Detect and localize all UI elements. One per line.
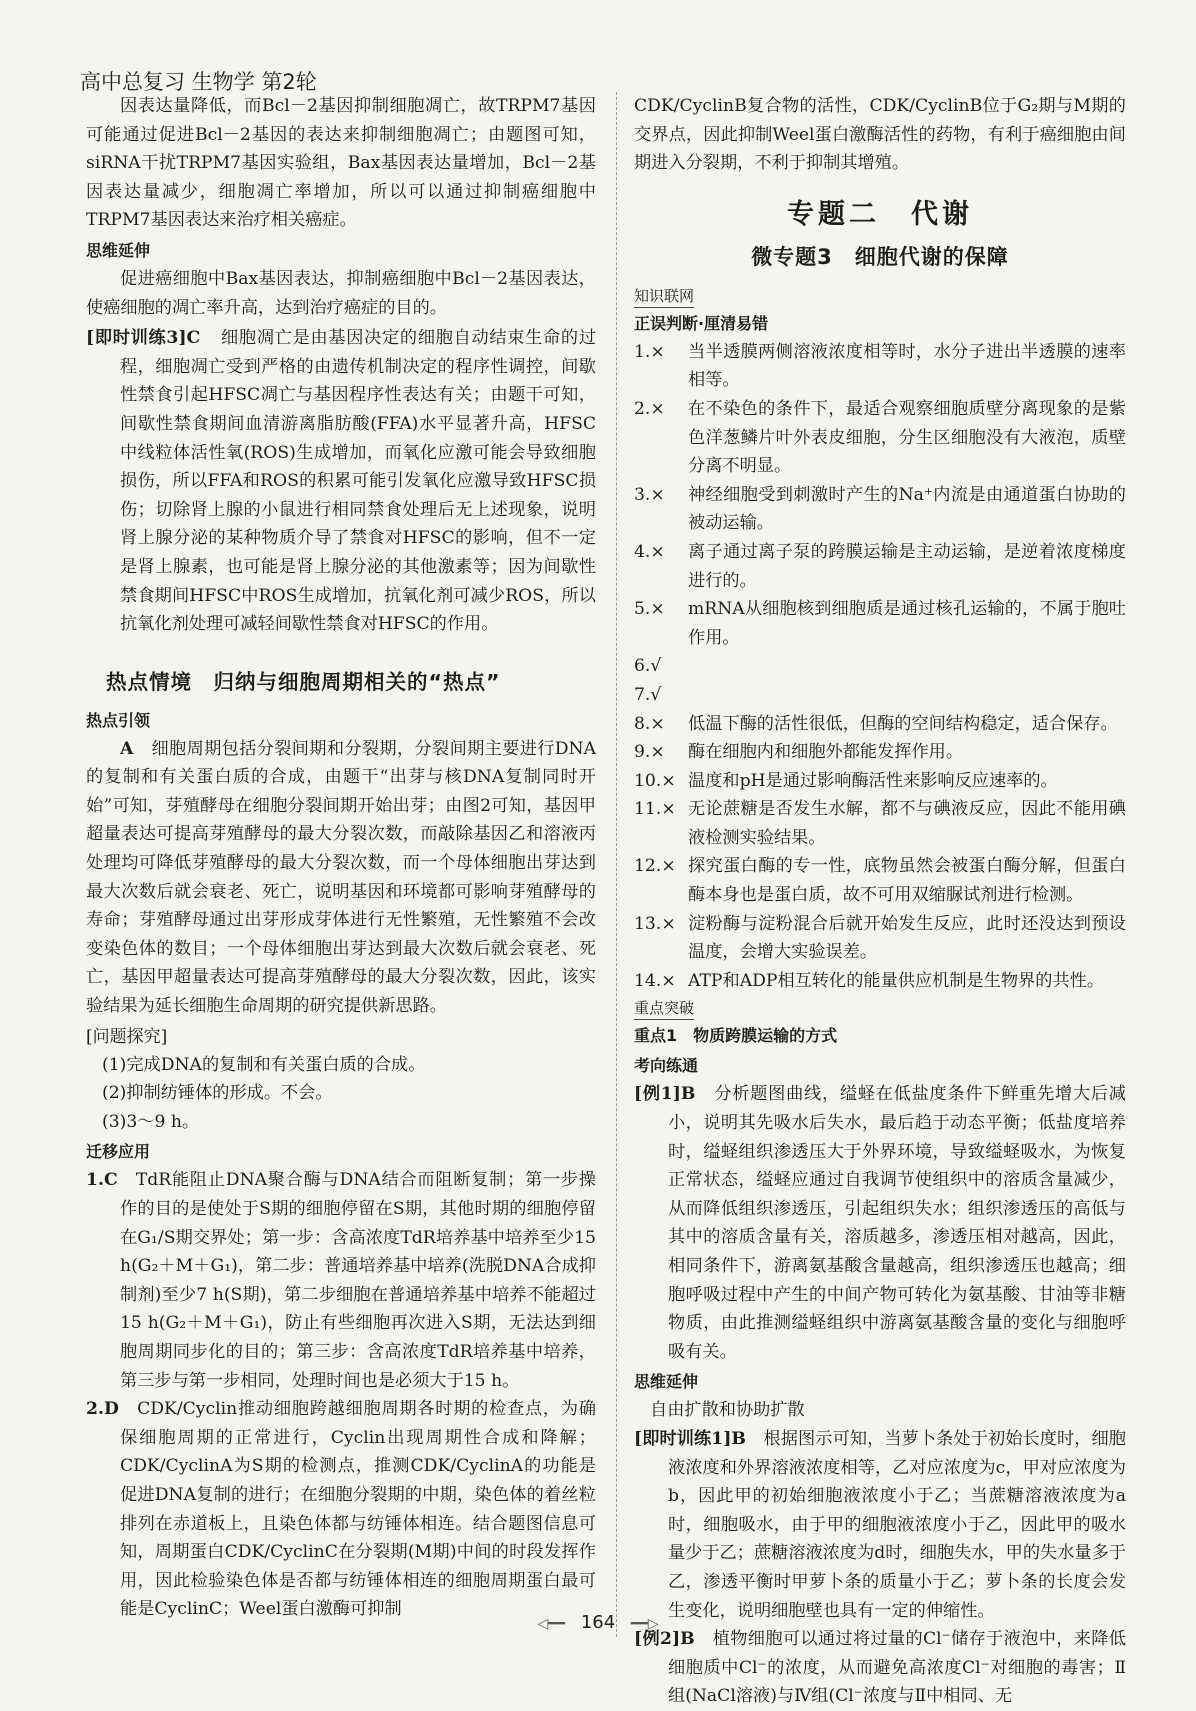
judgement-item bbox=[634, 767, 1126, 796]
column-divider bbox=[616, 92, 618, 1637]
transfer-text-1: TdR能阻止DNA聚合酶与DNA结合而阻断复制；第一步操作的目的是使处于S期的细胞停留在S期，其他时期的细胞停留在G₁/S期交界处；第一步：含高浓度TdR培养基中培养至少15 h(G₂＋M＋G₁)，第二步：普通培养基中培养(洗脱DNA合成抑制剂)至少7 h(S期)，第二步细胞在普通培养基中培养不能超过15 h(G₂＋M＋G₁)，防止有些细胞再次进入S期，无法达到细胞周期同步化的目的；第三步：含高浓度TdR培养基中培养，第三步与第一步相同，处理时间也是必须大于15 h。 bbox=[120, 1170, 596, 1391]
hot-guide-answer: A bbox=[120, 738, 134, 759]
hot-guide-text: 细胞周期包括分裂间期和分裂期，分裂间期主要进行DNA的复制和有关蛋白质的合成，由题干“出芽与核DNA复制同时开始”可知，芽殖酵母在细胞分裂间期开始出芽；由图2可知，基因甲超量表达可提高芽殖酵母的最大分裂次数，而敲除基因乙和溶液丙处理均可降低芽殖酵母的最大分裂次数，而一个母体细胞出芽达到最大次数后就会衰老、死亡，说明基因和环境都可影响芽殖酵母的寿命；芽殖酵母通过出芽形成芽体进行无性繁殖，无性繁殖不会改变染色体的数目；一个母体细胞出芽达到最大次数后就会衰老、死亡，基因甲超量表达可提高芽殖酵母的最大分裂次数，因此，该实验结果为延长细胞生命周期的研究提供新思路。 bbox=[86, 738, 596, 1017]
judgement-mark: 1.× bbox=[634, 341, 665, 362]
judgement-mark: 11.× bbox=[634, 799, 676, 820]
judgement-item bbox=[634, 967, 1126, 996]
judgement-text: 酶在细胞内和细胞外都能发挥作用。 bbox=[688, 742, 964, 763]
judgement-item bbox=[634, 681, 1126, 710]
judgement-text: 离子通过离子泵的跨膜运输是主动运输，是逆着浓度梯度进行的。 bbox=[688, 541, 1126, 591]
page-number: 164 bbox=[580, 1612, 616, 1633]
judgement-text: 淀粉酶与淀粉混合后就开始发生反应，此时还没达到预设温度，会增大实验误差。 bbox=[688, 913, 1126, 963]
transfer-text-2: CDK/Cyclin推动细胞跨越细胞周期各时期的检查点，为确保细胞周期的正常进行，Cyclin出现周期性合成和降解；CDK/CyclinA为S期的检测点，推测CDK/CyclinA的功能是促进DNA复制的进行；在细胞分裂期的中期，染色体的着丝粒排列在赤道板上，且染色体都与纺锤体相连。结合题图信息可知，周期蛋白CDK/CyclinC在分裂期(M期)中间的时段发挥作用，因此检验染色体是否都与纺锤体相连的细胞周期蛋白最可能是CyclinC；Weel蛋白激酶可抑制 bbox=[120, 1399, 596, 1620]
practice3-paragraph bbox=[86, 324, 596, 639]
thinking-extension-text-right: 自由扩散和协助扩散 bbox=[650, 1400, 805, 1421]
judgement-item bbox=[634, 595, 1126, 652]
example2-paragraph bbox=[634, 1625, 1126, 1711]
judgement-item bbox=[634, 710, 1126, 739]
transfer-item-1 bbox=[86, 1166, 596, 1395]
breakthrough-tag: 重点突破 bbox=[634, 997, 694, 1020]
judgement-text bbox=[688, 681, 1126, 710]
transfer-heading: 迁移应用 bbox=[86, 1142, 151, 1162]
judgement-mark: 10.× bbox=[634, 770, 676, 791]
judgement-text: 低温下酶的活性很低，但酶的空间结构稳定，适合保存。 bbox=[688, 713, 1118, 734]
problem-explore-item: (3)3～9 h。 bbox=[102, 1111, 200, 1132]
problem-explore-heading: [问题探究] bbox=[86, 1026, 168, 1047]
transfer-item-2 bbox=[86, 1395, 596, 1624]
practice1-label: [即时训练1]B bbox=[634, 1428, 746, 1449]
judgement-text: 神经细胞受到刺激时产生的Na⁺内流是由通道蛋白协助的被动运输。 bbox=[688, 484, 1126, 534]
practice3-text: 细胞凋亡是由基因决定的细胞自动结束生命的过程，细胞凋亡受到严格的由遗传机制决定的程序性调控，间歇性禁食引起HFSC凋亡与基因程序性表达有关；由题干可知，间歇性禁食期间血清游离脂肪酸(FFA)水平显著升高，HFSC中线粒体活性氧(ROS)生成增加，而氧化应激可能会导致细胞损伤，所以FFA和ROS的积累可能引发氧化应激导致HFSC损伤；切除肾上腺的小鼠进行相同禁食处理后无上述现象，说明肾上腺分泌的某种物质介导了禁食对HFSC的影响，但不一定是肾上腺素，也可能是肾上腺分泌的其他激素等；因为间歇性禁食期间HFSC中ROS生成增加，抗氧化剂可减少ROS，所以抗氧化剂处理可减轻间歇性禁食对HFSC的作用。 bbox=[120, 328, 597, 635]
footer-ornament-left-icon: ◁━━ bbox=[537, 1616, 566, 1632]
judgement-mark: 12.× bbox=[634, 856, 676, 877]
judgement-item bbox=[634, 852, 1126, 909]
practice1-text: 根据图示可知，当萝卜条处于初始长度时，细胞液浓度和外界溶液浓度相等，乙对应浓度为c，甲对应浓度为b，因此甲的初始细胞液浓度小于乙；当蔗糖溶液浓度为a时，细胞吸水，由于甲的细胞液浓度小于乙，因此甲的吸水量少于乙；蔗糖溶液浓度为d时，细胞失水，甲的失水量多于乙，渗透平衡时甲萝卜条的质量小于乙；萝卜条的长度会发生变化，说明细胞壁也具有一定的伸缩性。 bbox=[668, 1428, 1126, 1621]
judgement-mark: 5.× bbox=[634, 599, 665, 620]
judgement-item bbox=[634, 738, 1126, 767]
judgement-text: 当半透膜两侧溶液浓度相等时，水分子进出半透膜的速率相等。 bbox=[688, 341, 1126, 391]
judgement-text: 探究蛋白酶的专一性，底物虽然会被蛋白酶分解，但蛋白酶本身也是蛋白质，故不可用双缩脲试剂进行检测。 bbox=[688, 856, 1126, 906]
page-footer bbox=[0, 1612, 1196, 1633]
problem-explore-item: (2)抑制纺锤体的形成。不会。 bbox=[102, 1083, 333, 1104]
thinking-extension-heading: 思维延伸 bbox=[86, 240, 151, 260]
problem-explore-item: (1)完成DNA的复制和有关蛋白质的合成。 bbox=[102, 1054, 426, 1075]
left-column bbox=[86, 92, 596, 1624]
judgement-text: 无论蔗糖是否发生水解，都不与碘液反应，因此不能用碘液检测实验结果。 bbox=[688, 799, 1126, 848]
judgement-mark: 7.√ bbox=[634, 684, 662, 705]
topic-title: 专题二 代谢 bbox=[787, 198, 973, 230]
judgement-mark: 9.× bbox=[634, 742, 665, 763]
focus1-heading: 重点1 物质跨膜运输的方式 bbox=[634, 1026, 838, 1046]
right-column bbox=[634, 92, 1126, 1711]
judgement-mark: 4.× bbox=[634, 541, 665, 562]
hot-guide-paragraph bbox=[86, 735, 596, 1021]
judgement-item bbox=[634, 538, 1126, 595]
hot-topic-title: 热点情境 归纳与细胞周期相关的“热点” bbox=[106, 669, 501, 694]
judgement-mark: 8.× bbox=[634, 713, 665, 734]
thinking-extension-heading-right: 思维延伸 bbox=[634, 1372, 699, 1392]
knowledge-network-tag: 知识联网 bbox=[634, 285, 694, 308]
practice1-paragraph bbox=[634, 1425, 1126, 1625]
example1-label: [例1]B bbox=[634, 1084, 696, 1105]
judgement-mark: 3.× bbox=[634, 484, 665, 505]
judgement-item bbox=[634, 338, 1126, 395]
judgement-heading: 正误判断·厘清易错 bbox=[634, 313, 769, 333]
judgement-list bbox=[634, 338, 1126, 996]
judgement-text bbox=[688, 652, 1126, 681]
thinking-extension-text: 促进癌细胞中Bax基因表达，抑制癌细胞中Bcl－2基因表达，使癌细胞的凋亡率升高，达到治疗癌症的目的。 bbox=[86, 268, 596, 318]
judgement-text: 温度和pH是通过影响酶活性来影响反应速率的。 bbox=[688, 770, 1058, 791]
judgement-item bbox=[634, 795, 1126, 852]
exam-practice-heading: 考向练通 bbox=[634, 1056, 699, 1076]
judgement-item bbox=[634, 481, 1126, 538]
judgement-item bbox=[634, 395, 1126, 481]
judgement-mark: 13.× bbox=[634, 913, 676, 934]
page-header: 高中总复习 生物学 第2轮 bbox=[80, 70, 317, 94]
practice3-label: [即时训练3]C bbox=[86, 328, 201, 349]
continued-paragraph: CDK/CyclinB复合物的活性，CDK/CyclinB位于G₂期与M期的交界点，因此抑制Weel蛋白激酶活性的药物，有利于癌细胞由间期进入分裂期，不利于抑制其增殖。 bbox=[634, 96, 1126, 174]
judgement-mark: 14.× bbox=[634, 970, 676, 991]
hot-guide-heading: 热点引领 bbox=[86, 710, 151, 730]
example2-label: [例2]B bbox=[634, 1629, 695, 1650]
example1-paragraph bbox=[634, 1080, 1126, 1366]
transfer-answer-2: 2.D bbox=[86, 1399, 119, 1420]
judgement-text: mRNA从细胞核到细胞质是通过核孔运输的，不属于胞吐作用。 bbox=[688, 599, 1126, 648]
intro-paragraph: 因表达量降低，而Bcl－2基因抑制细胞凋亡，故TRPM7基因可能通过促进Bcl－2基因的表达来抑制细胞凋亡；由题图可知，siRNA干扰TRPM7基因实验组，Bax基因表达量增加，Bcl－2基因表达量减少，细胞凋亡率增加，所以可以通过抑制癌细胞中TRPM7基因表达来治疗相关癌症。 bbox=[86, 96, 596, 231]
judgement-item bbox=[634, 910, 1126, 967]
example2-text: 植物细胞可以通过将过量的Cl⁻储存于液泡中，来降低细胞质中Cl⁻的浓度，从而避免高浓度Cl⁻对细胞的毒害；Ⅱ组(NaCl溶液)与Ⅳ组(Cl⁻浓度与Ⅱ中相同、无 bbox=[668, 1629, 1126, 1707]
judgement-mark: 2.× bbox=[634, 398, 665, 419]
judgement-mark: 6.√ bbox=[634, 656, 662, 677]
footer-ornament-right-icon: ━━▷ bbox=[630, 1616, 659, 1632]
transfer-answer-1: 1.C bbox=[86, 1170, 118, 1191]
judgement-item bbox=[634, 652, 1126, 681]
judgement-text: ATP和ADP相互转化的能量供应机制是生物界的共性。 bbox=[688, 970, 1105, 991]
judgement-text: 在不染色的条件下，最适合观察细胞质壁分离现象的是紫色洋葱鳞片叶外表皮细胞，分生区细胞没有大液泡，质壁分离不明显。 bbox=[688, 398, 1126, 477]
micro-topic-title: 微专题3 细胞代谢的保障 bbox=[751, 244, 1009, 269]
example1-text: 分析题图曲线，缢蛏在低盐度条件下鲜重先增大后减小，说明其先吸水后失水，最后趋于动态平衡；低盐度培养时，缢蛏组织渗透压大于外界环境，导致缢蛏吸水，为恢复正常状态，缢蛏应通过自我调节使组织中的溶质含量减少，从而降低组织渗透压，引起组织失水；组织渗透压的高低与其中的溶质含量有关，溶质越多，渗透压相对越高，因此，相同条件下，游离氨基酸含量越高，组织渗透压也越高；细胞呼吸过程中产生的中间产物可转化为氨基酸、甘油等非糖物质，由此推测缢蛏组织中游离氨基酸含量的变化与细胞呼吸有关。 bbox=[668, 1084, 1126, 1362]
